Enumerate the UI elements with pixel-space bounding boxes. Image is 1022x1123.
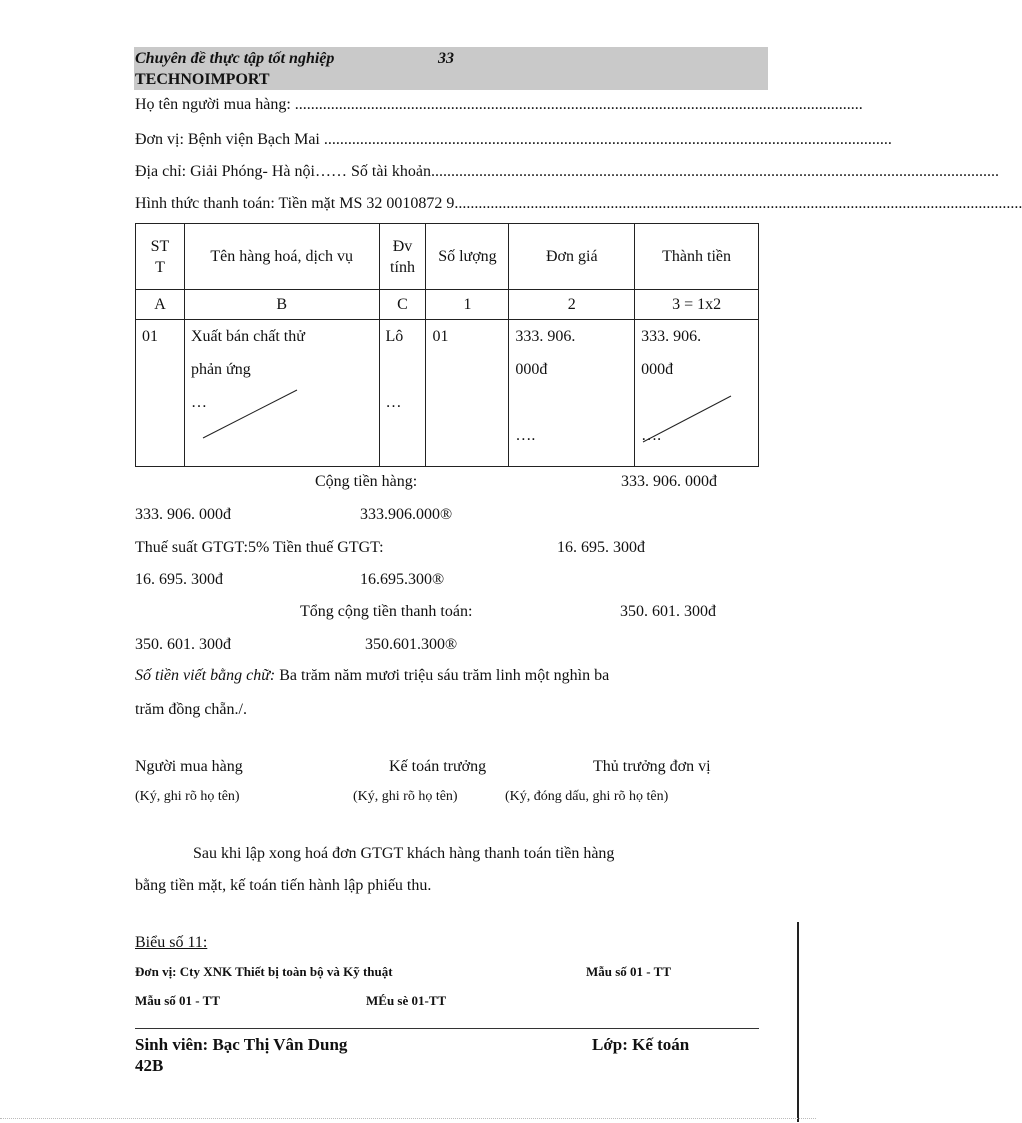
payment-method-label: Hình thức thanh toán: Tiền mặt MS 32 0010872 9 bbox=[135, 195, 455, 212]
buyer-name-line bbox=[135, 96, 863, 114]
buyer-address-line bbox=[135, 163, 999, 181]
right-margin-rule bbox=[797, 922, 799, 1122]
amount-in-words-text: Ba trăm năm mươi triệu sáu trăm linh một nghìn ba bbox=[275, 667, 610, 684]
goods-total-dup1: 333. 906. 000đ bbox=[135, 506, 231, 523]
strike-line bbox=[641, 392, 735, 446]
appendix-form-right: Mẫu số 01 - TT bbox=[586, 964, 671, 979]
payment-method-line bbox=[135, 195, 1022, 213]
table-row bbox=[136, 320, 759, 467]
signature-accountant: Kế toán trưởng bbox=[389, 758, 487, 775]
col-header-unit: Đv tính bbox=[379, 224, 426, 290]
code-3: 3 = 1x2 bbox=[635, 290, 759, 320]
code-1: 1 bbox=[426, 290, 509, 320]
amount-in-words-line1 bbox=[135, 667, 609, 685]
row-total bbox=[635, 320, 759, 467]
appendix-form-garbled: MÉu sè 01-TT bbox=[366, 993, 447, 1008]
row-price: 333. 906. 000đ …. bbox=[509, 320, 635, 467]
code-a: A bbox=[136, 290, 185, 320]
goods-total-dup2: 333.906.000® bbox=[360, 506, 453, 523]
row-total-text: 333. 906. 000đ …. bbox=[641, 328, 702, 444]
footer-class: Lớp: Kế toán bbox=[592, 1035, 690, 1054]
invoice-table bbox=[135, 223, 759, 467]
dot-leader: .............................................................................................................................................. bbox=[323, 131, 892, 148]
goods-total-value: 333. 906. 000đ bbox=[621, 473, 717, 490]
goods-total-label: Cộng tiền hàng: bbox=[315, 473, 418, 490]
signature-head-note: (Ký, đóng dấu, ghi rõ họ tên) bbox=[505, 789, 669, 804]
vat-dup2: 16.695.300® bbox=[360, 571, 445, 588]
dot-leader: .............................................................................................................................................. bbox=[454, 195, 1022, 212]
code-2: 2 bbox=[509, 290, 635, 320]
vat-value: 16. 695. 300đ bbox=[557, 539, 645, 556]
row-name-text: Xuất bán chất thử phản ứng … bbox=[190, 328, 305, 411]
row-stt: 01 bbox=[136, 320, 185, 467]
footer-rule bbox=[135, 1028, 759, 1029]
paragraph-line2: bằng tiền mặt, kế toán tiến hành lập phiếu thu. bbox=[135, 877, 432, 894]
table-code-row bbox=[136, 290, 759, 320]
col-header-stt: ST T bbox=[136, 224, 185, 290]
signature-buyer: Người mua hàng bbox=[135, 758, 243, 775]
vat-label: Thuế suất GTGT:5% Tiền thuế GTGT: bbox=[135, 539, 384, 556]
col-header-total: Thành tiền bbox=[635, 224, 759, 290]
page-number: 33 bbox=[438, 50, 454, 67]
footer-class-cont: 42B bbox=[135, 1056, 164, 1075]
vat-dup1: 16. 695. 300đ bbox=[135, 571, 223, 588]
grand-total-label: Tổng cộng tiền thanh toán: bbox=[300, 603, 473, 620]
buyer-name-label: Họ tên người mua hàng: bbox=[135, 96, 295, 113]
page-bottom-dotted-edge bbox=[0, 1118, 816, 1119]
company-name: TECHNOIMPORT bbox=[135, 71, 270, 88]
col-header-price: Đơn giá bbox=[509, 224, 635, 290]
amount-in-words-line2: trăm đồng chẵn./. bbox=[135, 701, 247, 718]
buyer-address-label: Địa chỉ: Giải Phóng- Hà nội…… Số tài khoản bbox=[135, 163, 431, 180]
code-b: B bbox=[184, 290, 379, 320]
signature-head: Thủ trưởng đơn vị bbox=[593, 758, 711, 775]
buyer-unit-label: Đơn vị: Bệnh viện Bạch Mai bbox=[135, 131, 324, 148]
amount-in-words-label: Số tiền viết bằng chữ: bbox=[135, 667, 276, 684]
paragraph-line1: Sau khi lập xong hoá đơn GTGT khách hàng thanh toán tiền hàng bbox=[193, 845, 615, 862]
dot-leader: .............................................................................................................................................. bbox=[294, 96, 863, 113]
grand-total-dup2: 350.601.300® bbox=[365, 636, 458, 653]
appendix-title: Biểu số 11: bbox=[135, 934, 208, 951]
buyer-unit-line bbox=[135, 131, 892, 149]
signature-buyer-note: (Ký, ghi rõ họ tên) bbox=[135, 789, 240, 804]
dot-leader: .............................................................................................................................................. bbox=[430, 163, 999, 180]
grand-total-dup1: 350. 601. 300đ bbox=[135, 636, 231, 653]
grand-total-value: 350. 601. 300đ bbox=[620, 603, 716, 620]
signature-accountant-note: (Ký, ghi rõ họ tên) bbox=[353, 789, 458, 804]
row-name bbox=[184, 320, 379, 467]
table-header-row bbox=[136, 224, 759, 290]
col-header-name: Tên hàng hoá, dịch vụ bbox=[184, 224, 379, 290]
report-title: Chuyên đề thực tập tốt nghiệp bbox=[135, 50, 335, 67]
footer-student: Sinh viên: Bạc Thị Vân Dung bbox=[135, 1035, 348, 1054]
row-qty: 01 bbox=[426, 320, 509, 467]
appendix-form-left: Mẫu số 01 - TT bbox=[135, 993, 220, 1008]
row-unit: Lô … bbox=[379, 320, 426, 467]
code-c: C bbox=[379, 290, 426, 320]
appendix-unit: Đơn vị: Cty XNK Thiết bị toàn bộ và Kỹ thuật bbox=[135, 964, 393, 979]
col-header-qty: Số lượng bbox=[426, 224, 509, 290]
strike-line bbox=[201, 386, 301, 442]
